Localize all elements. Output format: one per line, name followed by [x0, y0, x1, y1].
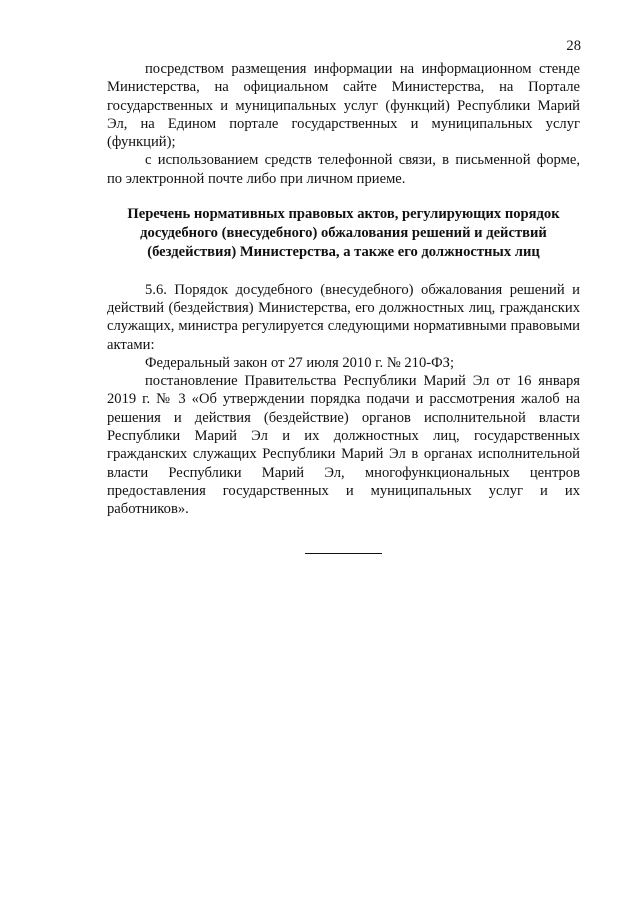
document-body: [107, 60, 580, 554]
heading-line: (бездействия) Министерства, а также его должностных лиц: [147, 244, 540, 261]
section-heading: [107, 205, 580, 263]
paragraph-phone-mail: с использованием средств телефонной связи, в письменной форме, по электронной почте либо при личном приеме.: [107, 152, 580, 187]
heading-line: Перечень нормативных правовых актов, регулирующих порядок: [127, 206, 560, 223]
end-separator-line: [305, 553, 382, 554]
heading-line: досудебного (внесудебного) обжалования решений и действий: [140, 225, 547, 242]
paragraph-info-channels: посредством размещения информации на информационном стенде Министерства, на официальном сайте Министерства, на Портале государственных и муниципальных услуг (функций) Республики Марий Эл, на Едином портале государственных и муниципальных услуг (функций);: [107, 61, 580, 151]
paragraph-5-6: 5.6. Порядок досудебного (внесудебного) обжалования решений и действий (бездействия) Министерства, его должностных лиц, гражданских служащих, министра регулируется следующими нормативными правовыми актами:: [107, 281, 580, 353]
paragraph-government-decree: постановление Правительства Республики Марий Эл от 16 января 2019 г. № 3 «Об утверждении порядка подачи и рассмотрения жалоб на решения и действия (бездействие) органов исполнительной власти Республики Марий Эл и их должностных лиц, государственных гражданских служащих Республики Марий Эл в органах исполнительной власти Республики Марий Эл, многофункциональных центров предоставления государственных и муниципальных услуг и их работников».: [107, 373, 580, 518]
paragraph-federal-law: Федеральный закон от 27 июля 2010 г. № 210-ФЗ;: [145, 354, 455, 371]
page-number: 28: [566, 38, 581, 54]
